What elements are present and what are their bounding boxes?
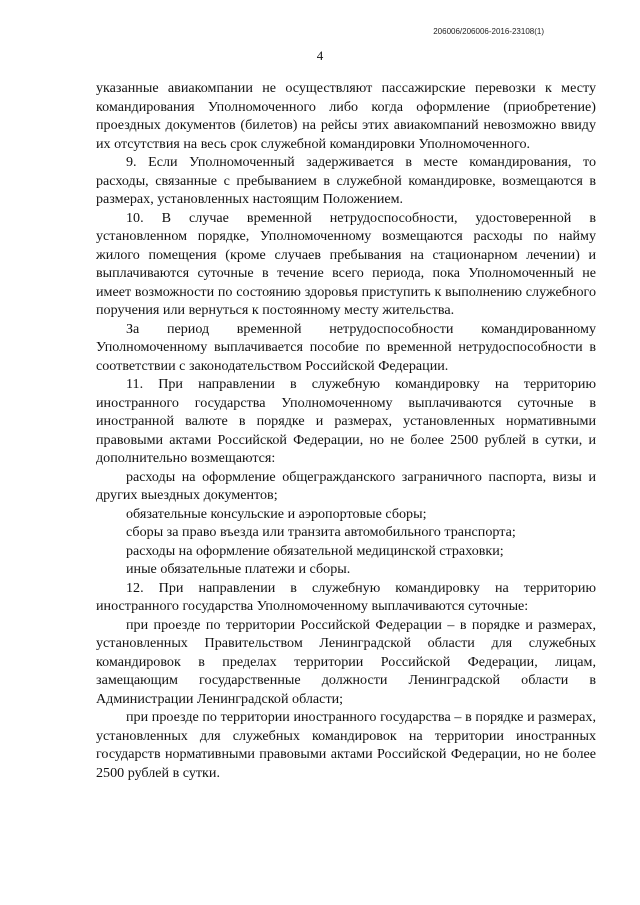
list-item-transit-fees: сборы за право въезда или транзита автомобильного транспорта; — [126, 524, 516, 540]
document-body — [96, 79, 596, 782]
paragraph-item-11: 11. При направлении в служебную командировку на территорию иностранного государства Уполномоченному выплачиваются суточные в иностранной валюте в порядке и размерах, установленных нормативными правовыми актами Российской Федерации, но не более 2500 рублей в сутки, и дополнительно возмещаются: — [96, 376, 596, 466]
paragraph-item-12: 12. При направлении в служебную командировку на территорию иностранного государства Уполномоченному выплачиваются суточные: — [96, 579, 596, 614]
paragraph-russia-travel: при проезде по территории Российской Федерации – в порядке и размерах, установленных Правительством Ленинградской области для служебных командировок в пределах территории Российской Федерации, лицам, замещающим государственные должности Ленинградской области в Администрации Ленинградской области; — [96, 616, 596, 707]
list-item-passport-expenses: расходы на оформление общегражданского заграничного паспорта, визы и других выездных документов; — [96, 468, 596, 503]
list-item-other-fees: иные обязательные платежи и сборы. — [126, 561, 351, 577]
page-number: 4 — [316, 48, 324, 63]
list-item-insurance: расходы на оформление обязательной медицинской страховки; — [126, 542, 504, 559]
paragraph-item-10: 10. В случае временной нетрудоспособности, удостоверенной в установленном порядке, Уполномоченному возмещаются расходы по найму жилого помещения (кроме случаев пребывания на стационарном лечении) и выплачиваются суточные в течение всего периода, пока Уполномоченный не имеет возможности по состоянию здоровья приступить к выполнению служебного поручения или вернуться к постоянному месту жительства. — [96, 209, 596, 318]
paragraph-continuation: указанные авиакомпании не осуществляют пассажирские перевозки к месту командирования Уполномоченного либо когда оформление (приобретение) проездных документов (билетов) на рейсы этих авиакомпаний невозможно ввиду их отсутствия на весь срок служебной командировки Уполномоченного. — [96, 80, 596, 152]
paragraph-item-9: 9. Если Уполномоченный задерживается в месте командирования, то расходы, связанные с пребыванием в служебной командировке, возмещаются в размерах, установленных настоящим Положением. — [96, 154, 596, 207]
paragraph-foreign-travel: при проезде по территории иностранного государства – в порядке и размерах, установленных для служебных командировок на территории иностранных государств нормативными правовыми актами Российской Федерации, но не более 2500 рублей в сутки. — [96, 709, 596, 781]
document-code: 206006/206006-2016-23108(1) — [433, 27, 544, 36]
list-item-consular-fees: обязательные консульские и аэропортовые сборы; — [126, 505, 427, 522]
paragraph-disability-benefit: За период временной нетрудоспособности командированному Уполномоченному выплачивается пособие по временной нетрудоспособности в соответствии с законодательством Российской Федерации. — [96, 320, 596, 374]
